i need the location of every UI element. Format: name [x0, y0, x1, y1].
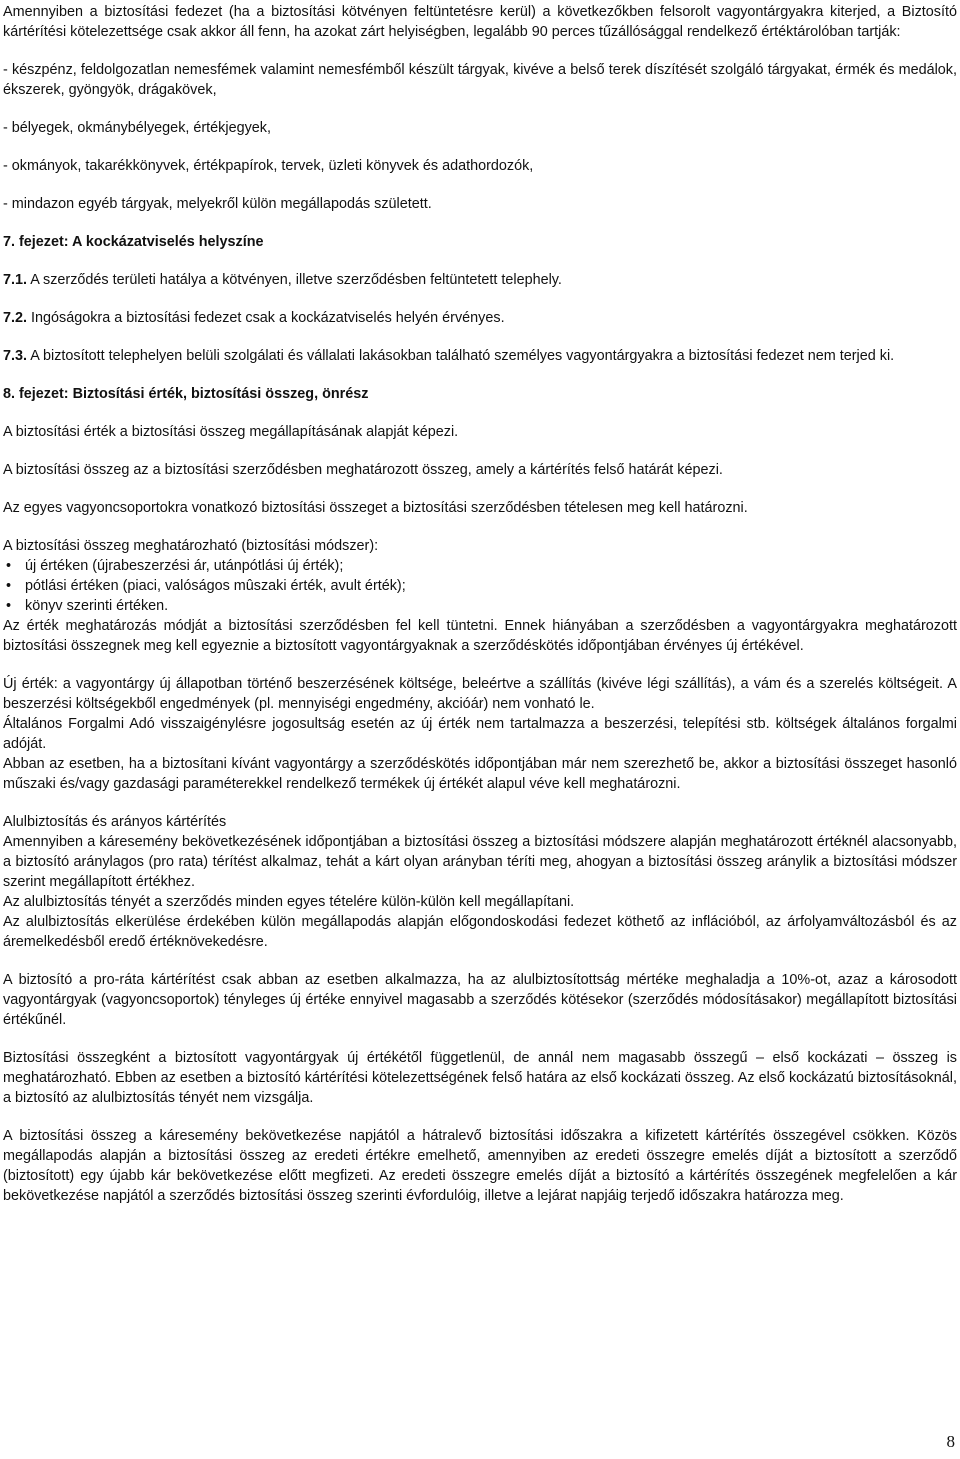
paragraph: Új érték: a vagyontárgy új állapotban történő beszerzésének költsége, beleértve a szállítás (kivéve légi szállítás), a vám és a szerelés költségeit. A beszerzési költségekből engedmények (pl. mennyiségi engedmény, akcióár) nem vonható le.: [3, 676, 957, 712]
method-item: • pótlási értéken (piaci, valóságos mûszaki érték, avult érték);: [3, 576, 957, 596]
paragraph: A biztosítási összeg az a biztosítási szerződésben meghatározott összeg, amely a kártérítés felső határát képezi.: [3, 462, 723, 478]
chapter-8-heading: 8. fejezet: Biztosítási érték, biztosítási összeg, önrész: [3, 386, 369, 402]
method-item: • könyv szerinti értéken.: [3, 596, 957, 616]
chapter-7-heading: 7. fejezet: A kockázatviselés helyszíne: [3, 234, 264, 250]
list-item: - mindazon egyéb tárgyak, melyekről külön megállapodás született.: [3, 196, 432, 212]
list-item: - okmányok, takarékkönyvek, értékpapírok, tervek, üzleti könyvek és adathordozók,: [3, 158, 534, 174]
document-page: [3, 2, 957, 1206]
clause-7-2: 7.2. Ingóságokra a biztosítási fedezet csak a kockázatviselés helyén érvényes.: [3, 310, 505, 326]
paragraph: A biztosítási összeg a káresemény bekövetkezése napjától a hátralevő biztosítási időszakra a kifizetett kártérítés összegével csökken. Közös megállapodás alapján a biztosítási összeg az eredeti értékre emelhető, amennyiben az eredeti összegre emelés díját a biztosított a szerződő (biztosított) egy újabb kár bekövetkezése előtt megfizeti. Az eredeti összegre emelés díját a biztosító a kártérítés összegének megfelelően a kár bekövetkezése napjától a szerződés biztosítási összeg szerinti évfordulóig, illetve a lejárat napjáig terjedő időszakra határozza meg.: [3, 1128, 957, 1204]
list-item: - bélyegek, okmánybélyegek, értékjegyek,: [3, 120, 271, 136]
paragraph: Az érték meghatározás módját a biztosítási szerződésben fel kell tüntetni. Ennek hiányában a szerződésben a vagyontárgyakra meghatározott biztosítási összegnek meg kell egyeznie a biztosított vagyontárgyaknak a szerződéskötés időpontjában érvényes új értékével.: [3, 618, 957, 654]
method-item: • új értéken (újrabeszerzési ár, utánpótlási új érték);: [3, 556, 957, 576]
page-number: 8: [946, 1432, 955, 1451]
paragraph: A biztosítási érték a biztosítási összeg megállapításának alapját képezi.: [3, 424, 459, 440]
subheading: Alulbiztosítás és arányos kártérítés: [3, 814, 227, 830]
paragraph: Az alulbiztosítás elkerülése érdekében külön megállapodás alapján előgondoskodási fedezet köthető az inflációból, az árfolyamváltozásból és az áremelkedésből eredő értéknövekedésre.: [3, 914, 957, 950]
clause-7-3: 7.3. A biztosított telephelyen belüli szolgálati és vállalati lakásokban található személyes vagyontárgyakra a biztosítási fedezet nem terjed ki.: [3, 348, 895, 364]
paragraph: Abban az esetben, ha a biztosítani kívánt vagyontárgy a szerződéskötés időpontjában már nem szerezhető be, akkor a biztosítási összeget hasonló műszaki és/vagy gazdasági paraméterekkel rendelkező termékek új értékét alapul véve kell meghatározni.: [3, 756, 957, 792]
paragraph: Általános Forgalmi Adó visszaigénylésre jogosultság esetén az új érték nem tartalmazza a beszerzési, telepítési stb. költségek általános forgalmi adóját.: [3, 716, 957, 752]
clause-7-1: 7.1. A szerződés területi hatálya a kötvényen, illetve szerződésben feltüntetett telephely.: [3, 272, 562, 288]
paragraph: Az alulbiztosítás tényét a szerződés minden egyes tételére külön-külön kell megállapítani.: [3, 894, 575, 910]
paragraph: A biztosító a pro-ráta kártérítést csak abban az esetben alkalmazza, ha az alulbiztosítottság mértéke meghaladja a 10%-ot, azaz a károsodott vagyontárgyak (vagyoncsoportok) tényleges új értéke ennyivel magasabb a szerződés kötésekor (szerződés módosításakor) megállapított biztosítási értékűnél.: [3, 972, 957, 1028]
intro-paragraph: Amennyiben a biztosítási fedezet (ha a biztosítási kötvényen feltüntetésre kerül) a következőkben felsorolt vagyontárgyakra kiterjed, a Biztosító kártérítési kötelezettsége csak akkor áll fenn, ha azokat zárt helyiségben, legalább 90 perces tűzállósággal rendelkező értéktárolóban tartják:: [3, 4, 957, 40]
method-list: [3, 556, 957, 616]
list-item: - készpénz, feldolgozatlan nemesfémek valamint nemesfémből készült tárgyak, kivéve a belső terek díszítését szolgáló tárgyakat, érmék és medálok, ékszerek, gyöngyök, drágakövek,: [3, 62, 957, 98]
paragraph: Amennyiben a káresemény bekövetkezésének időpontjában a biztosítási összeg a biztosítási módszere alapján meghatározott értéknél alacsonyabb, a biztosító aránylagos (pro rata) térítést alkalmaz, tehát a kárt olyan arányban téríti meg, ahogyan a biztosítási összeg aránylik a biztosítási módszer szerint megállapított értékhez.: [3, 834, 957, 890]
paragraph: Az egyes vagyoncsoportokra vonatkozó biztosítási összeget a biztosítási szerződésben tételesen meg kell határozni.: [3, 500, 748, 516]
paragraph: Biztosítási összegként a biztosított vagyontárgyak új értékétől függetlenül, de annál nem magasabb összegű – első kockázati – összeg is meghatározható. Ebben az esetben a biztosító kártérítési kötelezettségének felső határa az első kockázati összeg. Az első kockázatú biztosításoknál, a biztosító az alulbiztosítás tényét nem vizsgálja.: [3, 1050, 957, 1106]
method-intro: A biztosítási összeg meghatározható (biztosítási módszer):: [3, 538, 379, 554]
